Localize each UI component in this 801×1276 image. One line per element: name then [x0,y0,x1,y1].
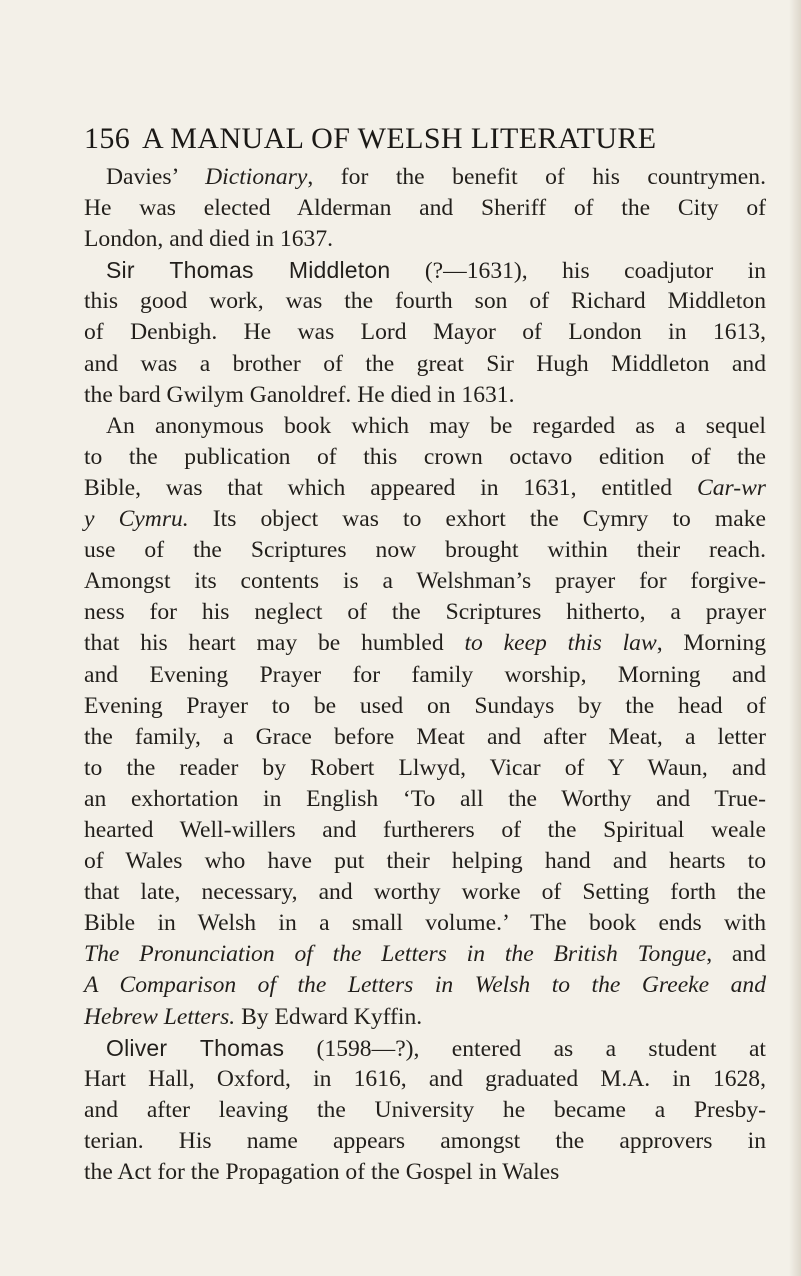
page-number: 156 [84,122,131,155]
running-header [84,122,764,166]
text-line: and after leaving the University he became a Presby- [84,1096,766,1123]
italic-title: Car-wr [696,474,766,501]
text-line: the bard Gwilym Ganoldref. He died in 1631. [84,381,515,408]
body-text [84,162,766,1188]
text-line: that his heart may be humbled to keep this law, Morning [84,630,766,657]
text-line: Evening Prayer to be used on Sundays by the head of [84,692,766,719]
text-line: London, and died in 1637. [84,226,334,253]
text-line: that late, necessary, and worthy worke of Setting forth the [84,879,766,906]
italic-title: Dictionary [205,164,308,190]
text-line: An anonymous book which may be regarded as a sequel [106,412,766,439]
paragraph [84,411,766,1033]
text-line: to the reader by Robert Llwyd, Vicar of Y Waun, and [84,754,766,781]
text-line: ness for his neglect of the Scriptures hitherto, a prayer [84,599,766,626]
running-title: A MANUAL OF WELSH LITERATURE [142,122,657,155]
text-line: the Act for the Propagation of the Gospel in Wales [84,1159,560,1185]
text-line: Amongst its contents is a Welshman’s prayer for forgive- [84,568,766,595]
text-line: y Cymru. Its object was to exhort the Cymry to make [84,506,766,533]
text-line: Hebrew Letters. By Edward Kyffin. [84,1003,423,1030]
italic-title: y Cymru. [84,506,189,533]
text-line: Bible, was that which appeared in 1631, entitled Car-wr [84,474,766,501]
paragraph [84,162,766,255]
text-line: The Pronunciation of the Letters in the British Tongue, and [84,941,766,968]
text-line: Hart Hall, Oxford, in 1616, and graduated M.A. in 1628, [84,1065,766,1092]
page-edge-shadow [789,0,801,1276]
italic-title: Hebrew Letters. [84,1003,236,1030]
text-line: and Evening Prayer for family worship, Morning and [84,661,766,688]
text-line: Sir Thomas Middleton (?—1631), his coadjutor in [106,257,766,285]
italic-title: to keep this law [464,630,657,657]
text-line: terian. His name appears amongst the approvers in [84,1127,766,1154]
italic-title: The Pronunciation of the Letters in the British Tongue [84,941,707,968]
text-line: to the publication of this crown octavo edition of the [84,443,766,470]
entry-heading: Oliver Thomas [106,1034,285,1061]
text-line: an exhortation in English ‘To all the Worthy and True- [84,785,766,812]
text-line: of Denbigh. He was Lord Mayor of London in 1613, [84,319,766,346]
text-line: of Wales who have put their helping hand and hearts to [84,848,766,875]
text-line: Oliver Thomas (1598—?), entered as a student at [106,1034,766,1062]
text-line: Davies’ Dictionary, for the benefit of his countrymen. [106,164,766,190]
text-line [84,970,766,1001]
entry-heading: Sir Thomas Middleton [106,257,391,284]
text-line: the family, a Grace before Meat and after Meat, a letter [84,723,766,750]
text-line: Bible in Welsh in a small volume.’ The book ends with [84,910,766,937]
text-line: use of the Scriptures now brought within their reach. [84,537,766,564]
text-line: and was a brother of the great Sir Hugh Middleton and [84,350,766,377]
text-line: hearted Well-willers and furtherers of the Spiritual weale [84,816,766,843]
text-line: this good work, was the fourth son of Richard Middleton [84,288,766,315]
text-line: He was elected Alderman and Sheriff of the City of [84,195,766,222]
paragraph [84,1033,766,1188]
italic-title: A Comparison of the Letters in Welsh to the Greeke and [84,972,766,999]
paragraph [84,255,766,410]
